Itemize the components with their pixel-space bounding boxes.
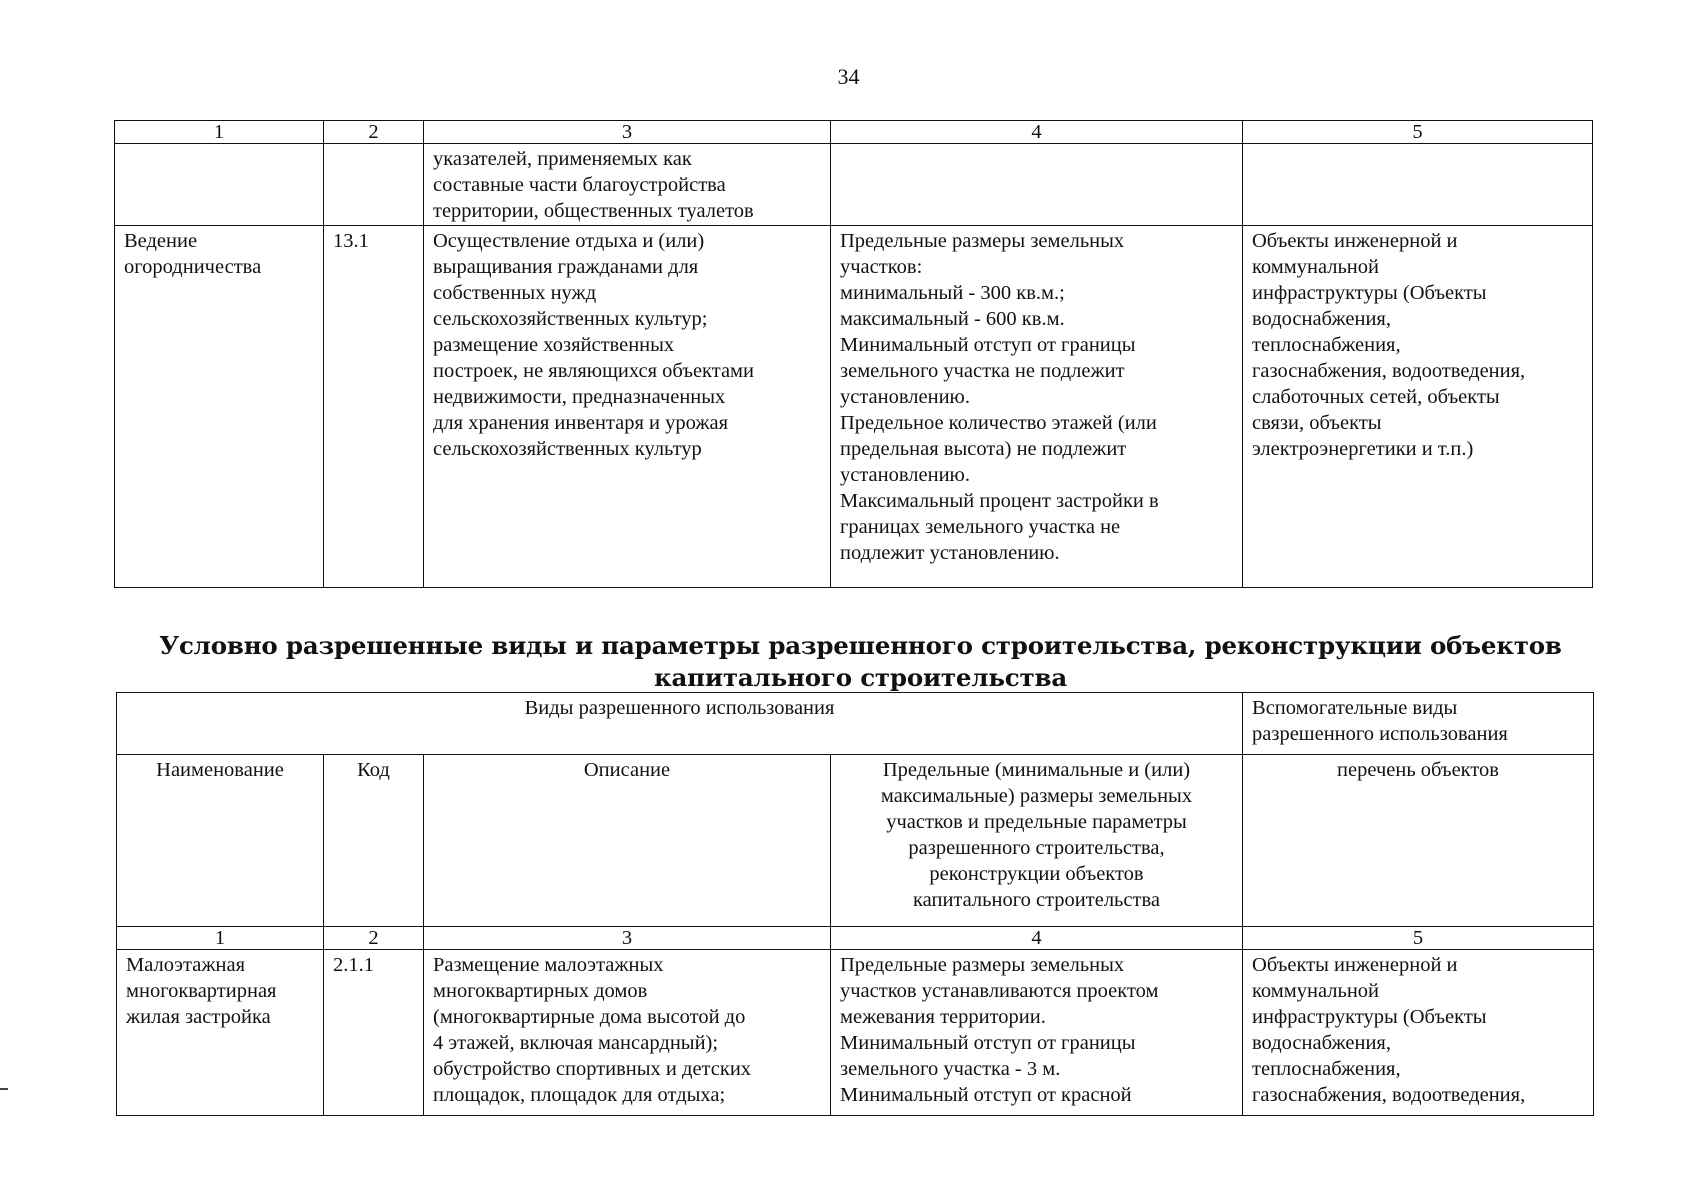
auxiliary-objects-cell: Объекты инженерной и коммунальной инфраструктуры (Объекты водоснабжения, теплоснабжения, газоснабжения, водоотведения, слаботочных сетей, объекты связи, объекты электроэнергетики и т.п.) [1243,226,1593,588]
column-number: 1 [115,121,324,144]
use-code-cell [324,144,424,226]
column-header-row [117,755,1594,927]
conditional-use-table [116,692,1594,1116]
group-header-row [117,693,1594,755]
header-auxiliary: перечень объектов [1243,755,1594,927]
auxiliary-header: Вспомогательные виды разрешенного использования [1243,693,1594,755]
table-row [117,950,1594,1116]
column-number-row [117,927,1594,950]
use-name-cell: Малоэтажная многоквартирная жилая застройка [117,950,324,1116]
auxiliary-objects-cell: Объекты инженерной и коммунальной инфраструктуры (Объекты водоснабжения, теплоснабжения, газоснабжения, водоотведения, [1243,950,1594,1116]
use-description-cell: Осуществление отдыха и (или) выращивания гражданами для собственных нужд сельскохозяйственных культур; размещение хозяйственных построек, не являющихся объектами недвижимости, предназначенных для хранения инвентаря и урожая сельскохозяйственных культур [424,226,831,588]
column-number: 3 [424,927,831,950]
column-number: 2 [324,121,424,144]
group-header: Виды разрешенного использования [117,693,1243,755]
use-code-cell: 2.1.1 [324,950,424,1116]
header-name: Наименование [117,755,324,927]
scan-edge-mark [0,1088,8,1090]
table-row [115,226,1593,588]
limits-cell: Предельные размеры земельных участков: минимальный - 300 кв.м.; максимальный - 600 кв.м. Минимальный отступ от границы земельного участка не подлежит установлению. Предельное количество этажей (или предельная высота) не подлежит установлению. Максимальный процент застройки в границах земельного участка не подлежит установлению. [831,226,1243,588]
header-code: Код [324,755,424,927]
column-number: 3 [424,121,831,144]
column-number: 1 [117,927,324,950]
header-limits: Предельные (минимальные и (или) максимальные) размеры земельных участков и предельные параметры разрешенного строительства, реконструкции объектов капитального строительства [831,755,1243,927]
permitted-use-table-continued [114,120,1593,588]
section-title: Условно разрешенные виды и параметры разрешенного строительства, реконструкции объектов капитального строительства [159,631,1562,692]
column-number: 5 [1243,121,1593,144]
column-number: 4 [831,121,1243,144]
use-description-cell: указателей, применяемых как составные части благоустройства территории, общественных туалетов [424,144,831,226]
use-name-cell [115,144,324,226]
header-description: Описание [424,755,831,927]
use-name-cell: Ведение огородничества [115,226,324,588]
use-code-cell: 13.1 [324,226,424,588]
limits-cell [831,144,1243,226]
page-number: 34 [837,64,860,89]
auxiliary-objects-cell [1243,144,1593,226]
column-number: 4 [831,927,1243,950]
use-description-cell: Размещение малоэтажных многоквартирных домов (многоквартирные дома высотой до 4 этажей, включая мансардный); обустройство спортивных и детских площадок, площадок для отдыха; [424,950,831,1116]
continuation-row [115,144,1593,226]
column-number: 5 [1243,927,1594,950]
column-number-row [115,121,1593,144]
column-number: 2 [324,927,424,950]
limits-cell: Предельные размеры земельных участков устанавливаются проектом межевания территории. Минимальный отступ от границы земельного участка - 3 м. Минимальный отступ от красной [831,950,1243,1116]
